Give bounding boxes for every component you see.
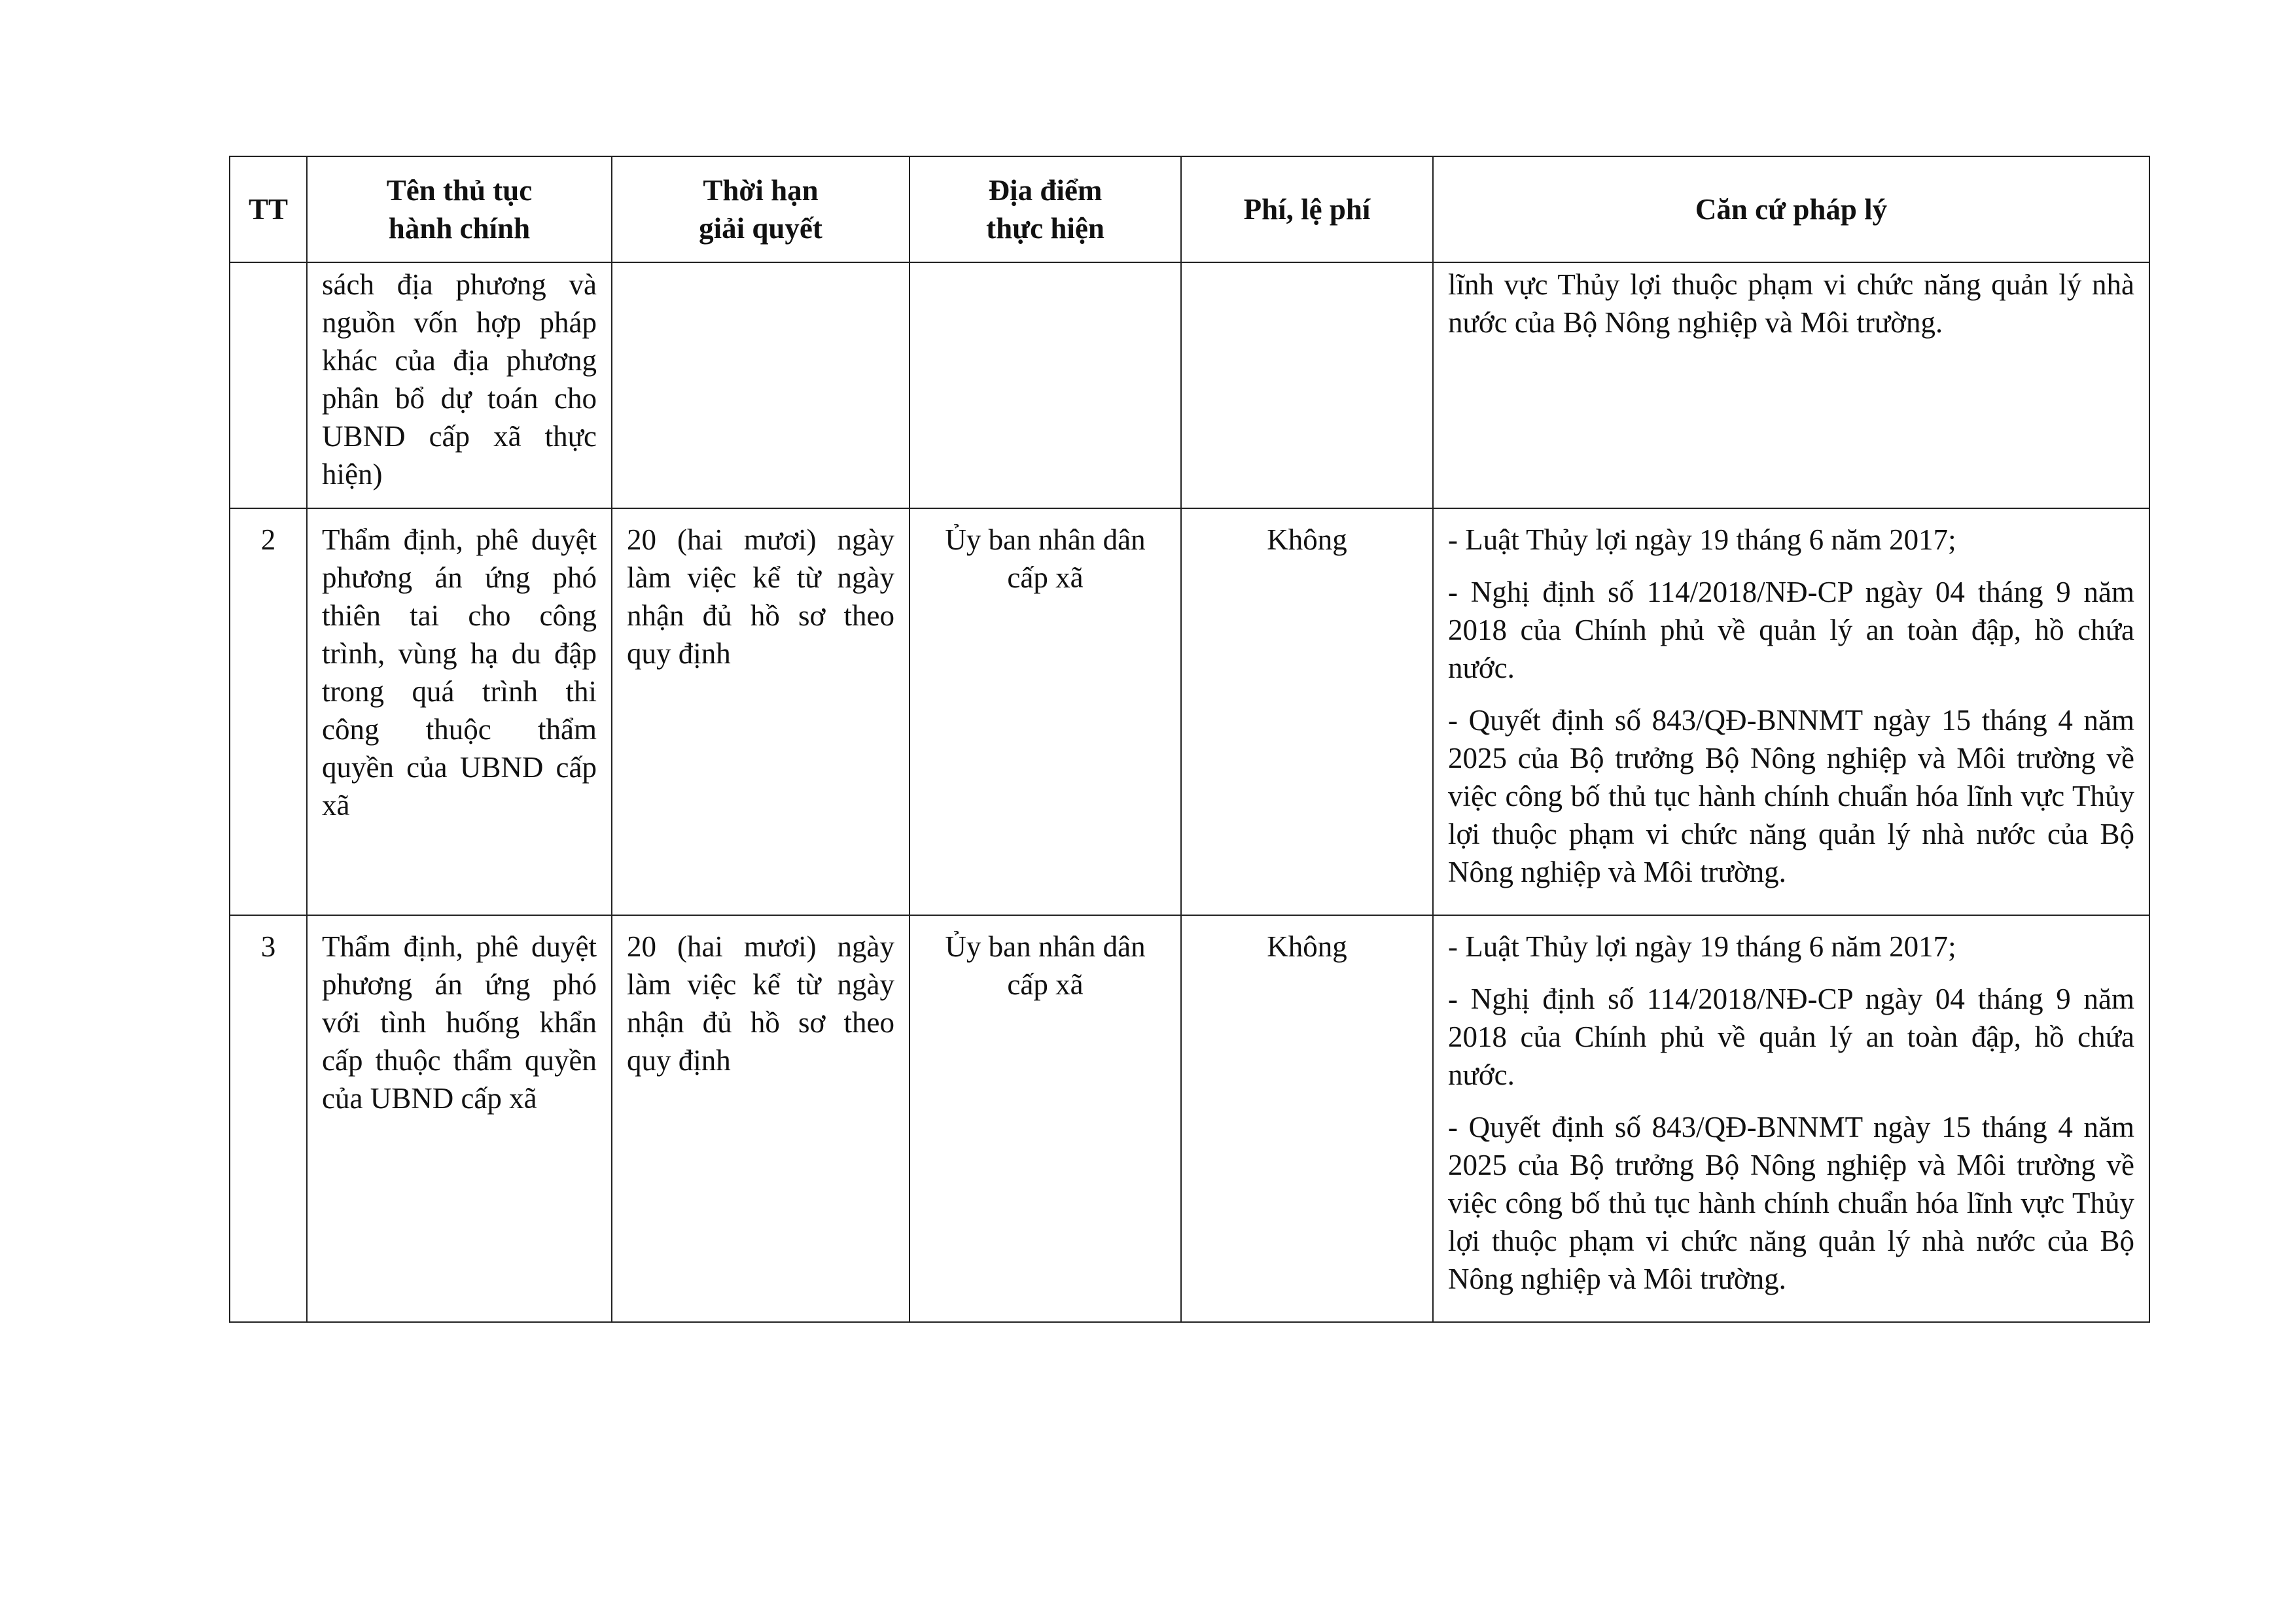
cell-deadline: 20 (hai mươi) ngày làm việc kể từ ngày nhận đủ hồ sơ theo quy định xyxy=(612,915,910,1322)
cell-fee: Không xyxy=(1181,915,1433,1322)
cell-legal-basis xyxy=(1433,508,2149,915)
table-row xyxy=(230,262,2149,508)
cell-procedure-name: Thẩm định, phê duyệt phương án ứng phó với tình huống khẩn cấp thuộc thẩm quyền của UBND cấp xã xyxy=(307,915,612,1322)
cell-fee xyxy=(1181,262,1433,508)
header-deadline-line: Thời hạn xyxy=(703,174,819,207)
cell-location: Ủy ban nhân dân cấp xã xyxy=(910,915,1181,1322)
header-location xyxy=(910,156,1181,262)
table-row xyxy=(230,915,2149,1322)
header-procedure-name-line: Tên thủ tục xyxy=(386,174,533,207)
header-fee: Phí, lệ phí xyxy=(1181,156,1433,262)
header-procedure-name xyxy=(307,156,612,262)
header-location-line: Địa điểm xyxy=(988,174,1103,207)
table-header-row xyxy=(230,156,2149,262)
header-deadline-line: giải quyết xyxy=(699,212,822,245)
header-location-line: thực hiện xyxy=(986,212,1104,245)
cell-deadline xyxy=(612,262,910,508)
cell-location: Ủy ban nhân dân cấp xã xyxy=(910,508,1181,915)
cell-procedure-name: Thẩm định, phê duyệt phương án ứng phó thiên tai cho công trình, vùng hạ du đập trong quá trình thi công thuộc thẩm quyền của UBND cấp xã xyxy=(307,508,612,915)
legal-item: - Quyết định số 843/QĐ-BNNMT ngày 15 tháng 4 năm 2025 của Bộ trưởng Bộ Nông nghiệp và Môi trường về việc công bố thủ tục hành chính chuẩn hóa lĩnh vực Thủy lợi thuộc phạm vi chức năng quản lý nhà nước của Bộ Nông nghiệp và Môi trường. xyxy=(1448,704,2134,888)
cell-legal-basis xyxy=(1433,915,2149,1322)
header-deadline xyxy=(612,156,910,262)
procedures-table xyxy=(229,156,2150,1323)
cell-tt: 2 xyxy=(230,508,307,915)
legal-item: - Quyết định số 843/QĐ-BNNMT ngày 15 tháng 4 năm 2025 của Bộ trưởng Bộ Nông nghiệp và Môi trường về việc công bố thủ tục hành chính chuẩn hóa lĩnh vực Thủy lợi thuộc phạm vi chức năng quản lý nhà nước của Bộ Nông nghiệp và Môi trường. xyxy=(1448,1111,2134,1295)
header-procedure-name-line: hành chính xyxy=(388,212,531,245)
legal-item: - Nghị định số 114/2018/NĐ-CP ngày 04 tháng 9 năm 2018 của Chính phủ về quản lý an toàn đập, hồ chứa nước. xyxy=(1448,983,2134,1091)
cell-tt: 3 xyxy=(230,915,307,1322)
cell-tt xyxy=(230,262,307,508)
cell-fee: Không xyxy=(1181,508,1433,915)
legal-item: lĩnh vực Thủy lợi thuộc phạm vi chức năng quản lý nhà nước của Bộ Nông nghiệp và Môi trường. xyxy=(1448,268,2134,339)
header-legal-basis: Căn cứ pháp lý xyxy=(1433,156,2149,262)
table-row xyxy=(230,508,2149,915)
cell-location xyxy=(910,262,1181,508)
cell-legal-basis xyxy=(1433,262,2149,508)
legal-item: - Luật Thủy lợi ngày 19 tháng 6 năm 2017; xyxy=(1448,930,1956,963)
legal-item: - Nghị định số 114/2018/NĐ-CP ngày 04 tháng 9 năm 2018 của Chính phủ về quản lý an toàn đập, hồ chứa nước. xyxy=(1448,576,2134,684)
header-tt: TT xyxy=(230,156,307,262)
cell-procedure-name: sách địa phương và nguồn vốn hợp pháp khác của địa phương phân bổ dự toán cho UBND cấp xã thực hiện) xyxy=(307,262,612,508)
cell-deadline: 20 (hai mươi) ngày làm việc kể từ ngày nhận đủ hồ sơ theo quy định xyxy=(612,508,910,915)
legal-item: - Luật Thủy lợi ngày 19 tháng 6 năm 2017; xyxy=(1448,523,1956,556)
